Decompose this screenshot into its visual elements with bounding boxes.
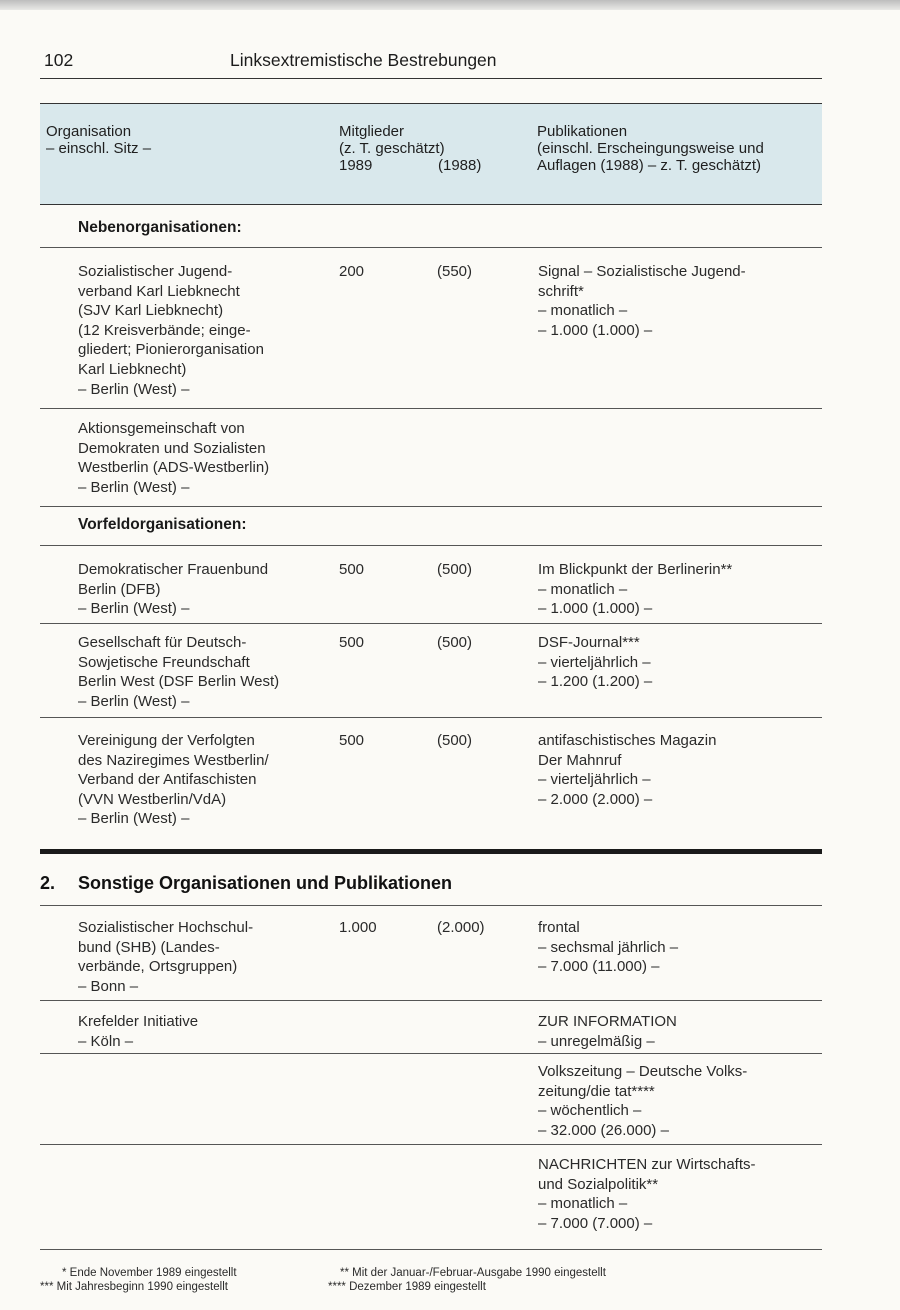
column-organisation: Organisation – einschl. Sitz – [46,123,152,157]
members-1988: (550) [437,263,473,280]
row-divider [40,1053,822,1054]
publication: Im Blickpunkt der Berlinerin** – monatlich – – 1.000 (1.000) – [538,561,733,618]
members-1988: (500) [437,634,473,651]
column-publikationen: Publikationen (einschl. Erscheingungsweise und Auflagen (1988) – z. T. geschätzt) [537,123,764,174]
page-number: 102 [44,50,74,70]
footnote: *** Mit Jahresbeginn 1990 eingestellt [40,1281,228,1293]
scan-top-edge [0,0,900,10]
column-year-1989: 1989 [339,157,373,174]
publication: DSF-Journal*** – vierteljährlich – – 1.200 (1.200) – [538,634,653,691]
row-divider [40,506,822,507]
row-divider [40,247,822,248]
row-divider [40,1144,822,1145]
publication: Volkszeitung – Deutsche Volks- zeitung/die tat**** – wöchentlich – – 32.000 (26.000) – [538,1063,748,1139]
org-name: Krefelder Initiative – Köln – [78,1013,199,1050]
members-1988: (2.000) [437,919,485,936]
section-vorfeldorganisationen: Vorfeldorganisationen: [78,516,247,533]
table-header [40,103,822,205]
org-name: Sozialistischer Hochschul- bund (SHB) (Landes- verbände, Ortsgruppen) – Bonn – [78,919,254,995]
publication: antifaschistisches Magazin Der Mahnruf – vierteljährlich – – 2.000 (2.000) – [538,732,717,808]
members-1989: 500 [339,561,365,578]
members-1988: (500) [437,732,473,749]
members-1988: (500) [437,561,473,578]
column-mitglieder: Mitglieder (z. T. geschätzt) [339,123,445,157]
publication: Signal – Sozialistische Jugend- schrift* – monatlich – – 1.000 (1.000) – [538,263,746,339]
section-number: 2. [40,873,56,893]
column-year-1988: (1988) [438,157,482,174]
row-divider [40,408,822,409]
members-1989: 200 [339,263,365,280]
org-name: Vereinigung der Verfolgten des Naziregimes Westberlin/ Verband der Antifaschisten (VVN Westberlin/VdA) – Berlin (West) – [78,732,269,828]
header-divider [40,78,822,79]
org-name: Demokratischer Frauenbund Berlin (DFB) – Berlin (West) – [78,561,269,618]
publication: frontal – sechsmal jährlich – – 7.000 (11.000) – [538,919,679,976]
row-divider [40,623,822,624]
members-1989: 500 [339,732,365,749]
page-title: Linksextremistische Bestrebungen [230,50,497,70]
section-divider [40,849,822,854]
row-divider [40,545,822,546]
publication: NACHRICHTEN zur Wirtschafts- und Sozialpolitik** – monatlich – – 7.000 (7.000) – [538,1156,756,1232]
row-divider [40,1000,822,1001]
publication: ZUR INFORMATION – unregelmäßig – [538,1013,677,1050]
footnote: ** Mit der Januar-/Februar-Ausgabe 1990 eingestellt [340,1267,606,1279]
members-1989: 1.000 [339,919,377,936]
section-nebenorganisationen: Nebenorganisationen: [78,219,242,236]
row-divider [40,717,822,718]
footnote: * Ende November 1989 eingestellt [62,1267,237,1279]
table-bottom-rule [40,1249,822,1250]
row-divider [40,905,822,906]
org-name: Gesellschaft für Deutsch- Sowjetische Freundschaft Berlin West (DSF Berlin West) – Berlin (West) – [78,634,280,710]
members-1989: 500 [339,634,365,651]
section-title: Sonstige Organisationen und Publikationen [78,873,453,893]
org-name: Sozialistischer Jugend- verband Karl Liebknecht (SJV Karl Liebknecht) (12 Kreisverbände; einge- gliedert; Pionierorganisation Karl Liebknecht) – Berlin (West) – [78,263,264,398]
org-name: Aktionsgemeinschaft von Demokraten und Sozialisten Westberlin (ADS-Westberlin) – Berlin (West) – [78,420,270,496]
footnote: **** Dezember 1989 eingestellt [328,1281,486,1293]
